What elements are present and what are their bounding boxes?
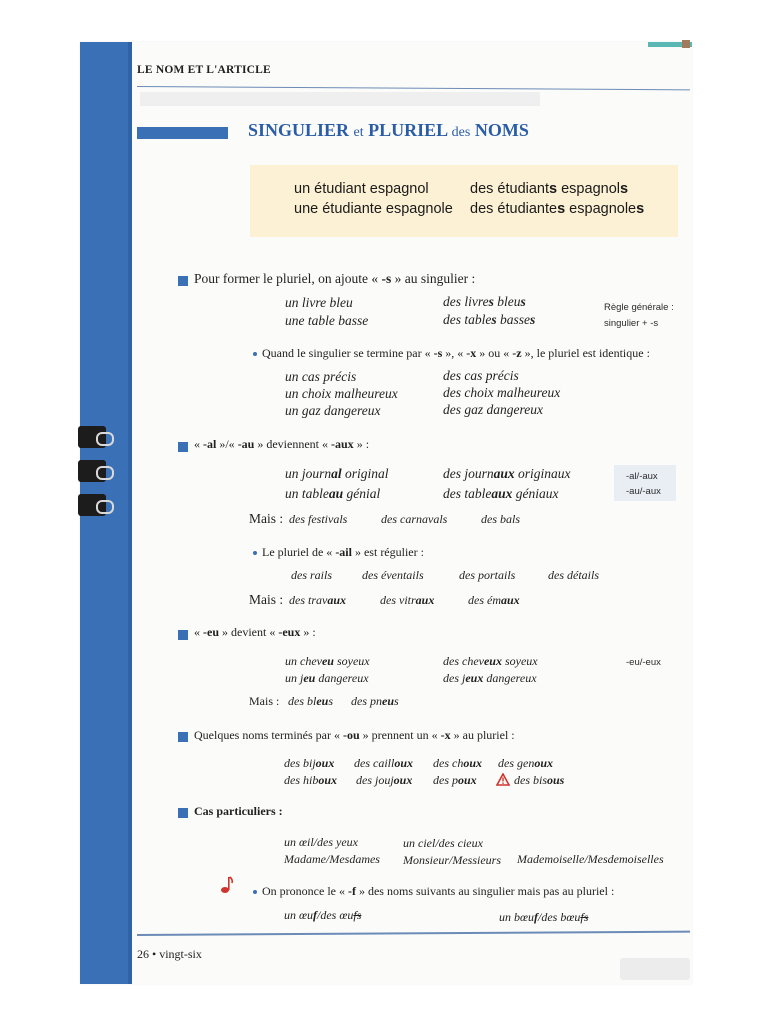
side-note: -au/-aux xyxy=(626,486,661,497)
title-word: SINGULIER xyxy=(248,120,350,140)
sub-rule-text: Quand le singulier se termine par « -s », « -x » ou « -z », le pluriel est identique : xyxy=(262,346,650,360)
section-title xyxy=(248,120,529,141)
example-plural: des étudiantes espagnoles xyxy=(470,201,645,217)
side-note: -al/-aux xyxy=(626,471,658,482)
ou-item: des bijoux xyxy=(284,756,335,770)
title-word: et xyxy=(353,125,364,140)
example-plural: des gaz dangereux xyxy=(443,402,543,417)
exception-item: des pneus xyxy=(351,694,399,708)
mais-label: Mais : xyxy=(249,592,284,607)
rule-text: Pour former le pluriel, on ajoute « -s » au singulier : xyxy=(194,271,476,286)
rule-bullet-square xyxy=(178,442,188,452)
title-word: NOMS xyxy=(474,120,529,140)
mais-label: Mais : xyxy=(249,694,280,708)
example-singular: une étudiante espagnole xyxy=(294,201,453,217)
warning-triangle-icon xyxy=(496,773,510,786)
example-singular: un choix malheureux xyxy=(285,386,398,401)
chapter-header: LE NOM ET L'ARTICLE xyxy=(137,64,271,76)
ou-item: des joujoux xyxy=(356,773,413,787)
example-plural: des cas précis xyxy=(443,368,519,383)
binder-clip-wire xyxy=(96,466,114,480)
exception-item: des carnavals xyxy=(381,512,448,526)
mais-label: Mais : xyxy=(249,511,284,526)
special-case: Monsieur/Messieurs xyxy=(403,853,501,867)
special-case: un ciel/des cieux xyxy=(403,836,483,850)
special-case: un œil/des yeux xyxy=(284,835,358,849)
rule-text: Quelques noms terminés par « -ou » prennent un « -x » au pluriel : xyxy=(194,728,515,742)
rule-title: Cas particuliers : xyxy=(194,804,283,818)
ou-item: des hiboux xyxy=(284,773,338,787)
example-plural: des cheveux soyeux xyxy=(443,654,538,668)
sub-bullet xyxy=(253,551,257,555)
exception-item: des festivals xyxy=(289,512,348,526)
regular-item: des portails xyxy=(459,568,516,582)
binder-clip-wire xyxy=(96,500,114,514)
example-singular: un cas précis xyxy=(285,369,357,384)
corner-tab-mark xyxy=(682,40,690,48)
regular-item: des rails xyxy=(291,568,333,582)
regular-item: des détails xyxy=(548,568,599,582)
exception-item: des travaux xyxy=(289,593,347,607)
rule-bullet-square xyxy=(178,732,188,742)
bleed-through-band xyxy=(140,92,540,106)
page-spine-edge xyxy=(128,42,132,984)
ou-item: des poux xyxy=(433,773,477,787)
sub-bullet xyxy=(253,890,257,894)
example-singular: un étudiant espagnol xyxy=(294,181,429,197)
title-word: des xyxy=(451,125,471,140)
ou-item: des choux xyxy=(433,756,483,770)
example-singular: un gaz dangereux xyxy=(285,403,381,418)
sub-rule-text: On prononce le « -f » des noms suivants au singulier mais pas au pluriel : xyxy=(262,884,615,898)
exception-item: des vitraux xyxy=(380,593,435,607)
rule-bullet-square xyxy=(178,276,188,286)
side-note: -eu/-eux xyxy=(626,657,661,668)
special-case: Mademoiselle/Mesdemoiselles xyxy=(517,852,664,866)
title-accent-bar xyxy=(137,127,228,139)
side-note: Règle générale : xyxy=(604,302,674,313)
special-case: Madame/Mesdames xyxy=(284,852,380,866)
example-plural: des choix malheureux xyxy=(443,385,561,400)
music-note-icon xyxy=(220,875,234,895)
ou-item: des cailloux xyxy=(354,756,414,770)
example-singular: un livre bleu xyxy=(285,295,353,310)
example-plural: des tables basses xyxy=(443,312,536,327)
example-plural: des étudiants espagnols xyxy=(470,181,629,197)
page-number: 26 • vingt-six xyxy=(137,947,202,961)
sub-rule-text: Le pluriel de « -ail » est régulier : xyxy=(262,545,424,559)
rule-text: « -al »/« -au » deviennent « -aux » : xyxy=(194,437,370,451)
pronunciation-example: un œuf/des œufs xyxy=(284,908,362,922)
pronunciation-example: un bœuf/des bœufs xyxy=(499,910,589,924)
example-singular: une table basse xyxy=(285,313,369,328)
ou-item: des bisous xyxy=(514,773,565,787)
example-singular: un journal original xyxy=(285,466,389,481)
example-plural: des journaux originaux xyxy=(443,466,571,481)
example-singular: un cheveu soyeux xyxy=(285,654,370,668)
ou-item: des genoux xyxy=(498,756,554,770)
example-plural: des livres bleus xyxy=(443,294,526,309)
bleed-through-box xyxy=(620,958,690,980)
binder-clip-wire xyxy=(96,432,114,446)
rule-text: « -eu » devient « -eux » : xyxy=(194,625,316,639)
exception-item: des émaux xyxy=(468,593,520,607)
example-plural: des jeux dangereux xyxy=(443,671,537,685)
exception-item: des bleus xyxy=(288,694,334,708)
example-plural: des tableaux géniaux xyxy=(443,486,559,501)
example-singular: un tableau génial xyxy=(285,486,381,501)
rule-bullet-square xyxy=(178,808,188,818)
exception-item: des bals xyxy=(481,512,520,526)
rule-bullet-square xyxy=(178,630,188,640)
side-note: singulier + -s xyxy=(604,318,659,329)
sub-bullet xyxy=(253,352,257,356)
regular-item: des éventails xyxy=(362,568,424,582)
title-word: PLURIEL xyxy=(368,120,448,140)
example-singular: un jeu dangereux xyxy=(285,671,369,685)
